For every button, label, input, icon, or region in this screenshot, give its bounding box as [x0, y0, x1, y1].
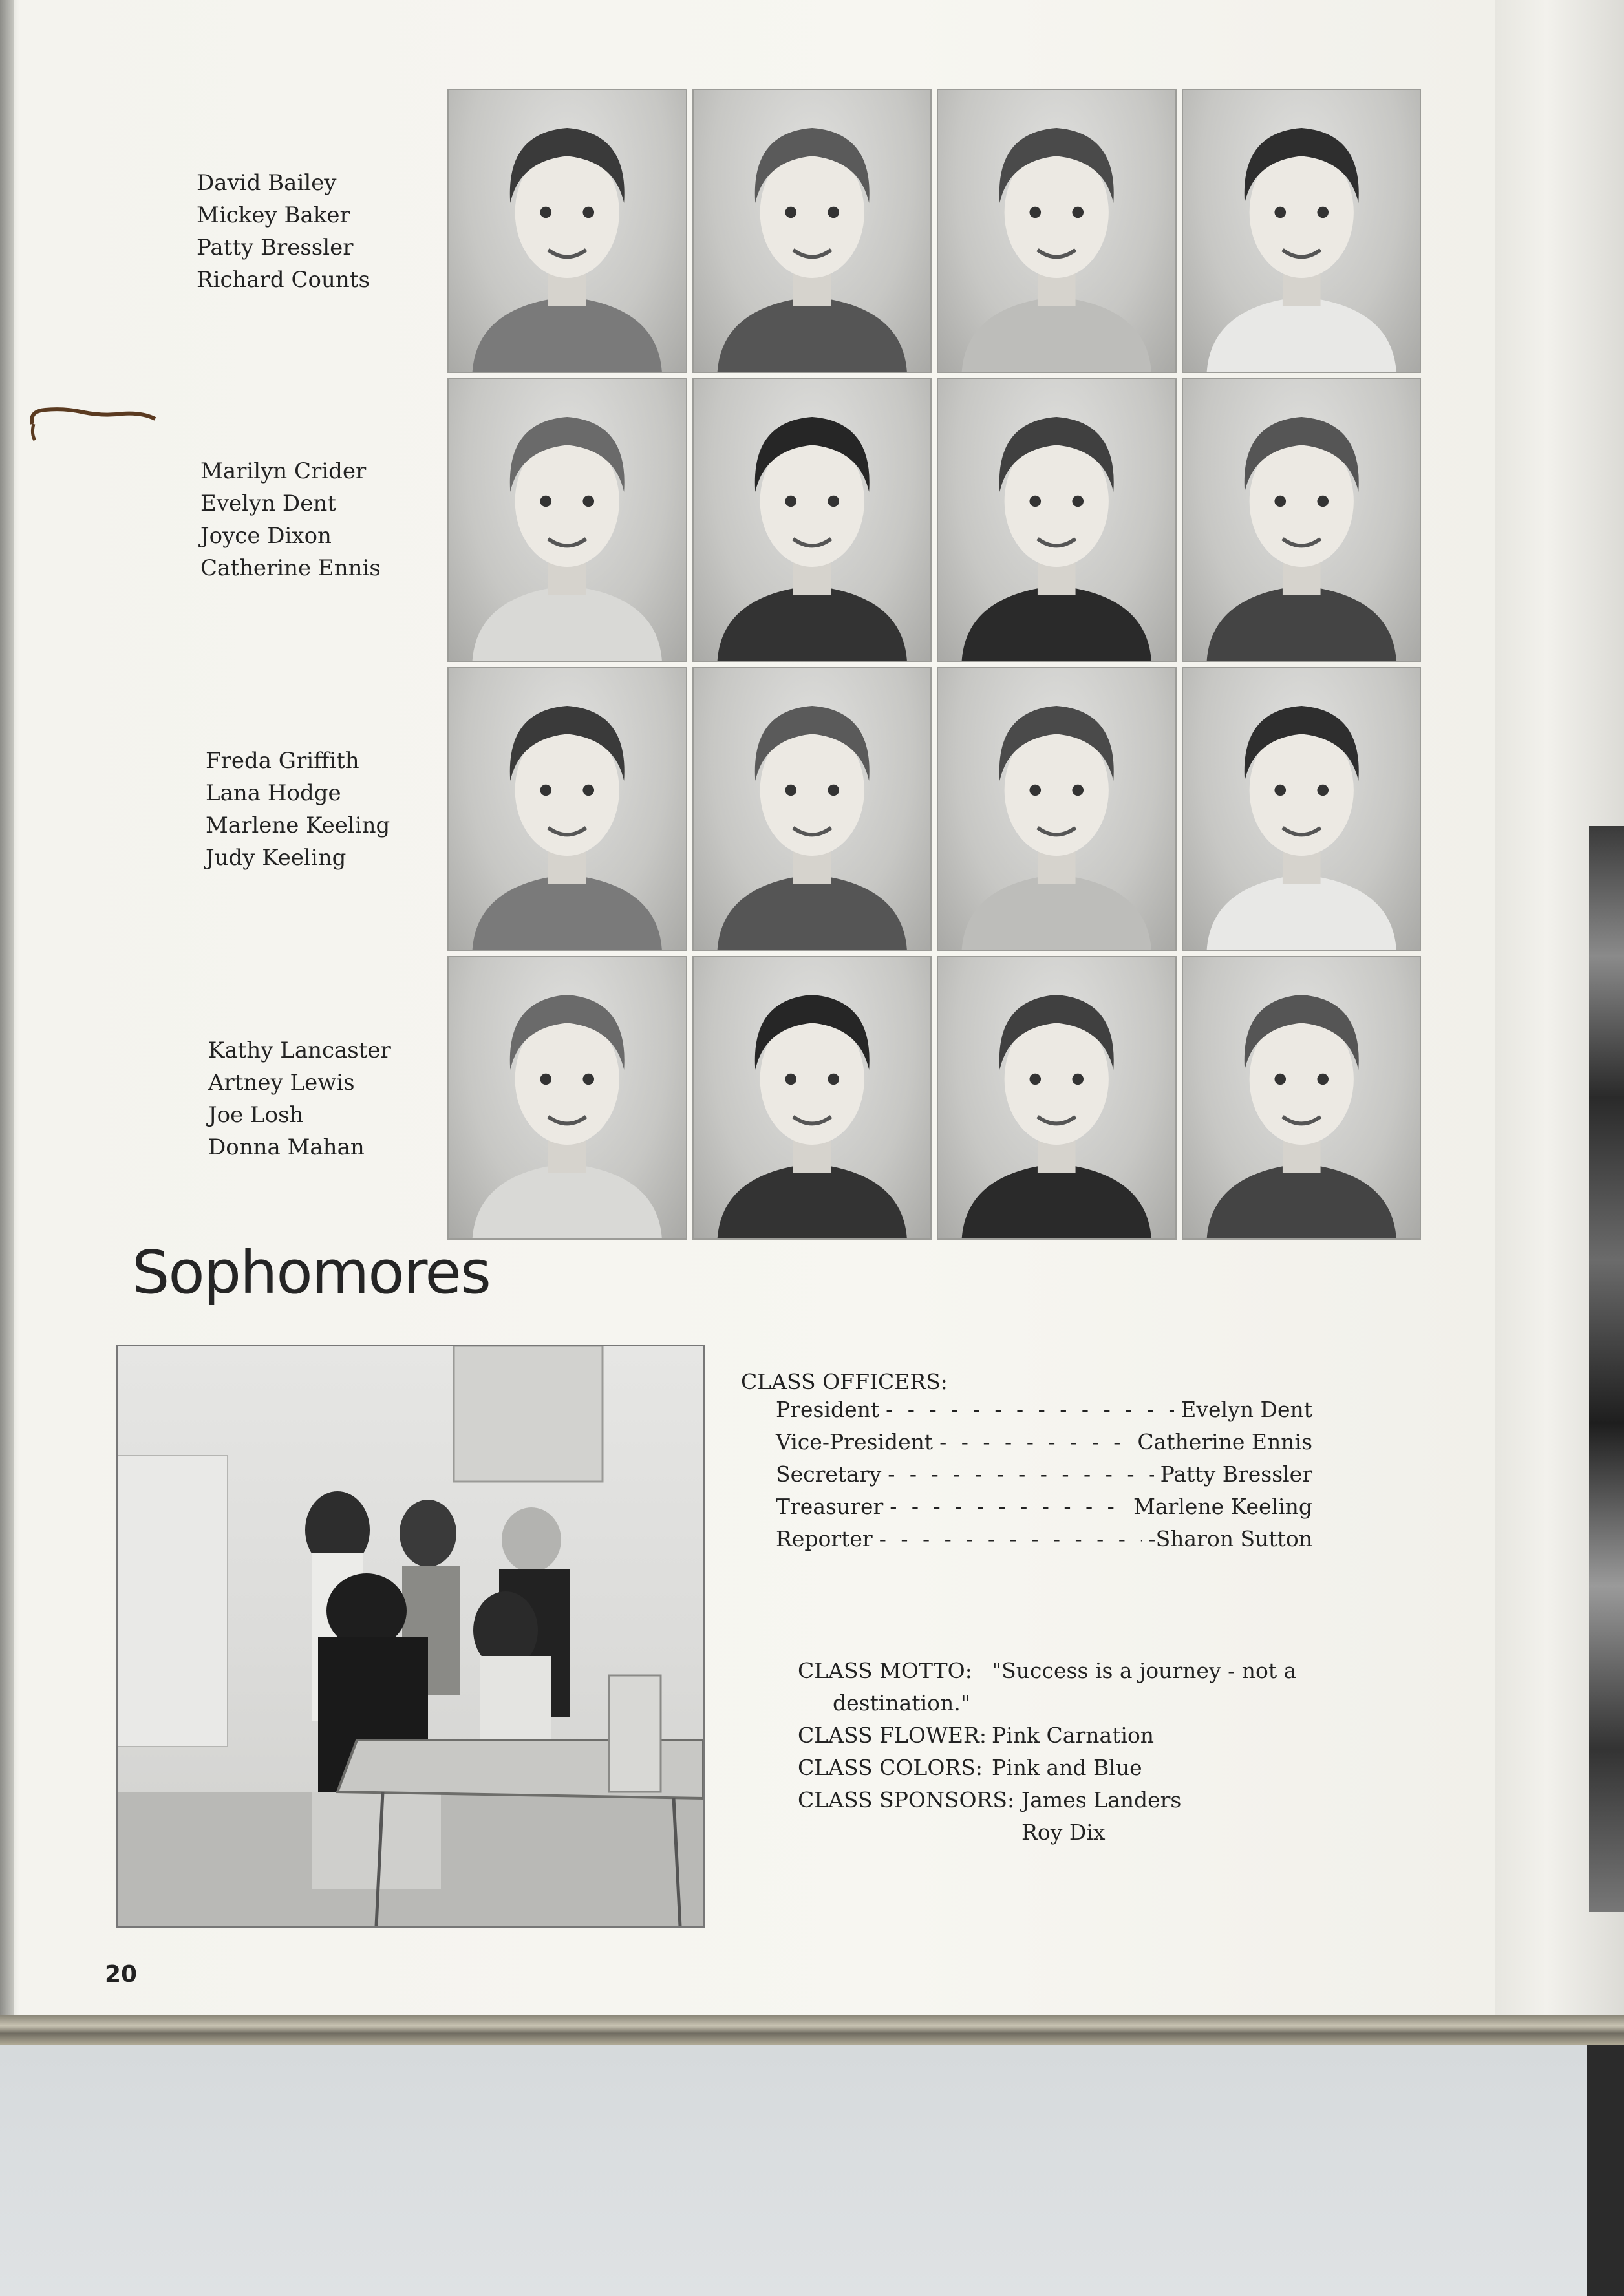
officer-role: Reporter	[776, 1526, 873, 1551]
student-portrait	[692, 378, 932, 662]
sponsors-row-continued	[798, 1816, 1296, 1849]
dash-leader	[888, 1462, 1153, 1487]
officer-name: Marlene Keeling	[1133, 1494, 1312, 1519]
student-name: Mickey Baker	[197, 202, 350, 228]
name-list-row-2	[200, 455, 381, 584]
sponsor-name: Roy Dix	[1021, 1820, 1106, 1845]
flower-label: CLASS FLOWER:	[798, 1723, 987, 1748]
page-number: 20	[105, 1961, 138, 1988]
student-portrait	[692, 89, 932, 373]
student-name: Lana Hodge	[206, 780, 341, 806]
student-name: Judy Keeling	[206, 845, 347, 871]
student-portrait	[447, 667, 687, 951]
officer-name: Catherine Ennis	[1137, 1429, 1312, 1454]
officer-name: Patty Bressler	[1160, 1462, 1312, 1487]
student-name: Donna Mahan	[208, 1134, 365, 1160]
student-portrait	[937, 378, 1177, 662]
officer-row	[776, 1397, 1312, 1429]
student-portrait	[447, 89, 687, 373]
page-title: Sophomores	[132, 1238, 490, 1307]
student-portrait	[692, 956, 932, 1240]
motto-row-continued	[798, 1687, 1296, 1719]
officers-heading: CLASS OFFICERS:	[741, 1369, 948, 1394]
student-portrait	[692, 667, 932, 951]
portrait-grid	[447, 89, 1421, 1240]
paper-stain	[26, 405, 168, 443]
student-name: Freda Griffith	[206, 748, 359, 774]
student-name: Evelyn Dent	[200, 491, 336, 516]
dash-leader	[886, 1397, 1174, 1422]
student-portrait	[1182, 378, 1422, 662]
student-name: Artney Lewis	[208, 1070, 355, 1096]
officer-row	[776, 1429, 1312, 1462]
book-cover-edge	[0, 2015, 1624, 2045]
student-name: Catherine Ennis	[200, 555, 381, 581]
officer-role: President	[776, 1397, 880, 1422]
sponsors-row	[798, 1784, 1296, 1816]
class-officers	[741, 1369, 1312, 1558]
colors-label: CLASS COLORS:	[798, 1755, 983, 1780]
dash-leader	[879, 1526, 1142, 1551]
scan-background-dark	[1587, 2045, 1624, 2296]
name-list-row-4	[208, 1034, 391, 1164]
officer-role: Treasurer	[776, 1494, 884, 1519]
student-name: Patty Bressler	[197, 235, 354, 260]
class-info	[798, 1655, 1296, 1849]
officer-row	[776, 1526, 1312, 1558]
motto-row	[798, 1655, 1296, 1687]
student-name: Kathy Lancaster	[208, 1037, 391, 1063]
colors-value: Pink and Blue	[992, 1755, 1142, 1780]
student-portrait	[1182, 956, 1422, 1240]
sponsor-name: James Landers	[1021, 1787, 1182, 1812]
colors-row	[798, 1752, 1296, 1784]
class-officers-group-photo	[116, 1345, 705, 1928]
student-portrait	[447, 378, 687, 662]
page-binding	[0, 0, 14, 2023]
dash-leader	[939, 1429, 1131, 1454]
officer-name: -Sharon Sutton	[1148, 1526, 1312, 1551]
motto-label: CLASS MOTTO:	[798, 1658, 972, 1683]
flower-row	[798, 1719, 1296, 1752]
officer-name: Evelyn Dent	[1181, 1397, 1312, 1422]
officer-role: Secretary	[776, 1462, 882, 1487]
student-portrait	[937, 89, 1177, 373]
student-portrait	[447, 956, 687, 1240]
student-name: Joyce Dixon	[200, 523, 332, 549]
student-portrait	[937, 956, 1177, 1240]
student-name: Marlene Keeling	[206, 813, 390, 838]
officer-role: Vice-President	[776, 1429, 934, 1454]
student-name: Joe Losh	[208, 1102, 304, 1128]
adjacent-page-photo-strip	[1589, 826, 1624, 1912]
student-portrait	[1182, 667, 1422, 951]
group-photo-image	[118, 1346, 703, 1926]
officer-row	[776, 1494, 1312, 1526]
flower-value: Pink Carnation	[992, 1723, 1155, 1748]
student-name: David Bailey	[197, 170, 337, 196]
scan-background	[0, 2045, 1587, 2296]
name-list-row-3	[206, 745, 390, 874]
officer-row	[776, 1462, 1312, 1494]
sponsors-label: CLASS SPONSORS:	[798, 1787, 1015, 1812]
name-list-row-1	[197, 167, 370, 296]
student-portrait	[937, 667, 1177, 951]
dash-leader	[890, 1494, 1127, 1519]
student-name: Richard Counts	[197, 267, 370, 293]
student-portrait	[1182, 89, 1422, 373]
motto-text: "Success is a journey - not a	[992, 1658, 1297, 1683]
motto-text-continued: destination."	[833, 1690, 970, 1716]
student-name: Marilyn Crider	[200, 458, 367, 484]
